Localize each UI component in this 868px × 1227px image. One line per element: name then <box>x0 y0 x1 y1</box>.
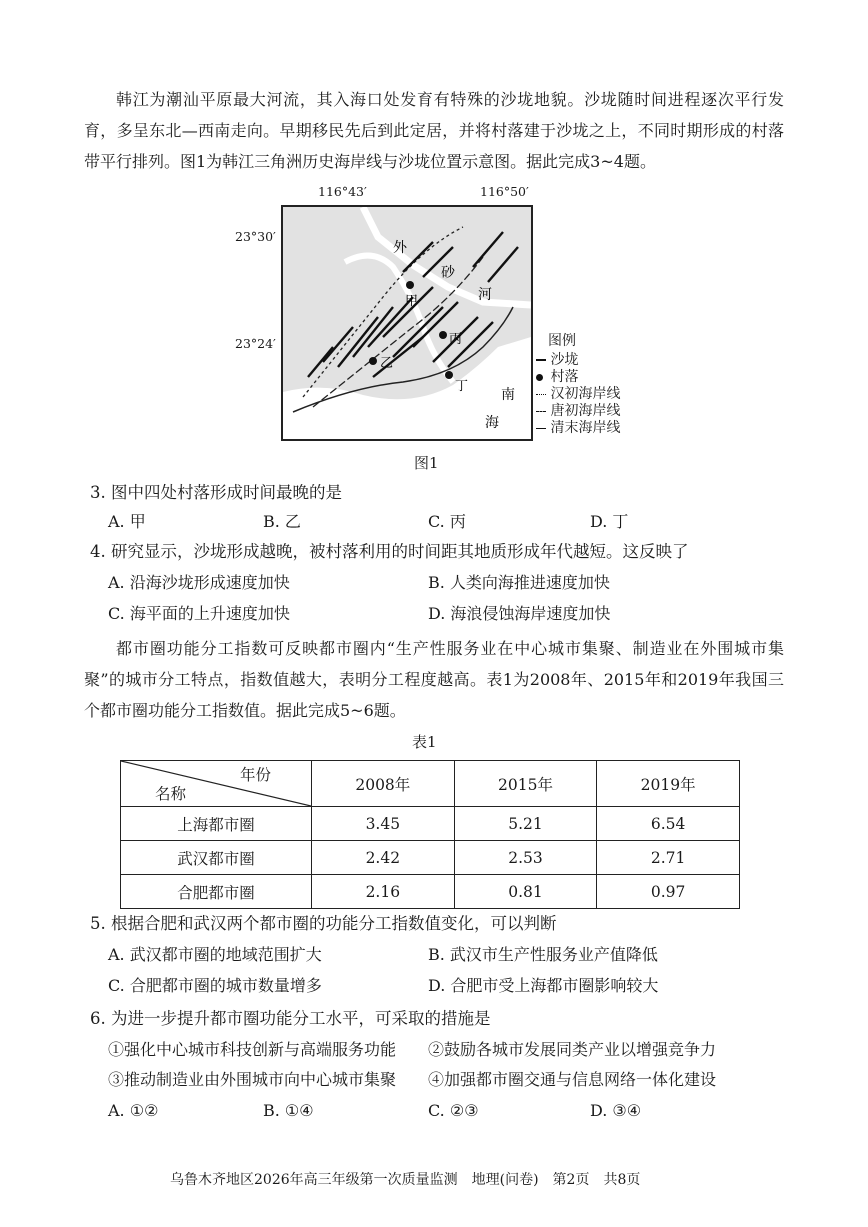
cell-value: 2.42 <box>312 841 455 875</box>
legend-qing-coastline <box>536 417 620 437</box>
village-bing-label: 丙 <box>449 332 463 347</box>
question-5-stem: 5. 根据合肥和武汉两个都市圈的功能分工指数值变化，可以判断 <box>90 914 557 933</box>
table-header-2019: 2019年 <box>597 761 740 807</box>
longitude-right: 116°50′ <box>480 184 529 199</box>
legend-han-symbol <box>536 394 546 395</box>
row-name: 上海都市圈 <box>121 807 312 841</box>
village-yi-label: 乙 <box>380 356 394 371</box>
latitude-top: 23°30′ <box>235 229 276 244</box>
latitude-bottom: 23°24′ <box>235 336 276 351</box>
index-table <box>120 760 740 909</box>
question-6-item-3: ③推动制造业由外围城市向中心城市集聚 <box>108 1070 397 1089</box>
question-5-option-c[interactable]: C. 合肥都市圈的城市数量增多 <box>108 976 322 995</box>
intro-paragraph-1: 韩江为潮汕平原最大河流，其入海口处发育有特殊的沙垅地貌。沙垅随时间进程逐次平行发育，多呈东北—西南走向。早期移民先后到此定居，并将村落建于沙垅之上，不同时期形成的村落带平行排列。图1为韩江三角洲历史海岸线与沙垅位置示意图。据此完成3~4题。 <box>84 90 784 171</box>
map-label-nan: 南 <box>501 387 515 403</box>
question-5-option-d[interactable]: D. 合肥市受上海都市圈影响较大 <box>428 976 659 995</box>
river-branch <box>345 256 453 382</box>
cell-value: 5.21 <box>454 807 597 841</box>
row-name: 武汉都市圈 <box>121 841 312 875</box>
table-header-row <box>121 761 740 807</box>
delta-map-drawing <box>283 207 531 439</box>
cell-value: 2.16 <box>312 875 455 909</box>
page-footer: 乌鲁木齐地区2026年高三年级第一次质量监测 地理(问卷) 第2页 共8页 <box>170 1172 641 1188</box>
corner-diagonal <box>121 761 311 806</box>
question-6-option-d[interactable]: D. ③④ <box>590 1101 642 1120</box>
cell-value: 2.71 <box>597 841 740 875</box>
legend-qing-label: 清末海岸线 <box>550 420 621 436</box>
cell-value: 3.45 <box>312 807 455 841</box>
cell-value: 0.81 <box>454 875 597 909</box>
legend-sand-ridge-label: 沙垅 <box>550 352 579 368</box>
question-4-stem: 4. 研究显示，沙垅形成越晚，被村落利用的时间距其地质形成年代越短。这反映了 <box>90 542 689 561</box>
corner-year-label: 年份 <box>239 766 271 784</box>
intro-paragraph-2: 都市圈功能分工指数可反映都市圈内“生产性服务业在中心城市集聚、制造业在外围城市集聚”的城市分工特点，指数值越大，表明分工程度越高。表1为2008年、2015年和2019年我国三个都市圈功能分工指数值。据此完成5~6题。 <box>84 639 784 720</box>
question-4-option-d[interactable]: D. 海浪侵蚀海岸速度加快 <box>428 604 611 623</box>
river-waisha <box>363 207 531 305</box>
legend-tang-symbol <box>536 411 546 412</box>
question-6-item-4: ④加强都市圈交通与信息网络一体化建设 <box>428 1070 717 1089</box>
map-label-wai: 外 <box>393 240 407 256</box>
question-4-option-b[interactable]: B. 人类向海推进速度加快 <box>428 573 610 592</box>
question-6-option-b[interactable]: B. ①④ <box>263 1101 314 1120</box>
table-row <box>121 841 740 875</box>
map-label-hai: 海 <box>485 415 499 431</box>
longitude-left: 116°43′ <box>318 184 367 199</box>
village-ding-dot <box>445 371 453 379</box>
cell-value: 2.53 <box>454 841 597 875</box>
legend-village-symbol <box>536 374 543 381</box>
question-3-option-c[interactable]: C. 丙 <box>428 512 466 531</box>
question-3-option-a[interactable]: A. 甲 <box>108 512 146 531</box>
legend-qing-symbol <box>536 428 546 429</box>
question-6-option-c[interactable]: C. ②③ <box>428 1101 479 1120</box>
question-3-option-b[interactable]: B. 乙 <box>263 512 301 531</box>
map-label-sha: 砂 <box>441 265 455 281</box>
question-3-stem: 3. 图中四处村落形成时间最晚的是 <box>90 483 342 502</box>
legend-village-label: 村落 <box>550 369 579 385</box>
village-bing-dot <box>439 331 447 339</box>
map-label-he: 河 <box>478 287 492 303</box>
legend-tang-label: 唐初海岸线 <box>550 403 621 419</box>
table-caption: 表1 <box>412 733 437 751</box>
cell-value: 0.97 <box>597 875 740 909</box>
table-header-2008: 2008年 <box>312 761 455 807</box>
village-yi-dot <box>369 357 377 365</box>
table-row <box>121 807 740 841</box>
question-5-option-b[interactable]: B. 武汉市生产性服务业产值降低 <box>428 945 658 964</box>
question-6-option-a[interactable]: A. ①② <box>108 1101 159 1120</box>
village-jia-label: 甲 <box>405 294 419 309</box>
legend-sand-ridge-symbol <box>536 359 546 361</box>
table-corner-cell <box>121 761 312 807</box>
table-header-2015: 2015年 <box>454 761 597 807</box>
question-6-item-1: ①强化中心城市科技创新与高端服务功能 <box>108 1040 397 1059</box>
row-name: 合肥都市圈 <box>121 875 312 909</box>
village-ding-label: 丁 <box>455 379 469 394</box>
table-row <box>121 875 740 909</box>
question-6-stem: 6. 为进一步提升都市圈功能分工水平，可采取的措施是 <box>90 1009 491 1028</box>
corner-name-label: 名称 <box>155 785 187 803</box>
figure-caption: 图1 <box>414 454 439 472</box>
question-6-item-2: ②鼓励各城市发展同类产业以增强竞争力 <box>428 1040 717 1059</box>
legend-han-label: 汉初海岸线 <box>550 386 621 402</box>
question-4-option-a[interactable]: A. 沿海沙垅形成速度加快 <box>108 573 290 592</box>
village-jia-dot <box>406 281 414 289</box>
question-4-option-c[interactable]: C. 海平面的上升速度加快 <box>108 604 290 623</box>
question-3-option-d[interactable]: D. 丁 <box>590 512 629 531</box>
legend-title: 图例 <box>548 333 576 349</box>
delta-map <box>281 205 533 441</box>
cell-value: 6.54 <box>597 807 740 841</box>
question-5-option-a[interactable]: A. 武汉都市圈的地域范围扩大 <box>108 945 322 964</box>
